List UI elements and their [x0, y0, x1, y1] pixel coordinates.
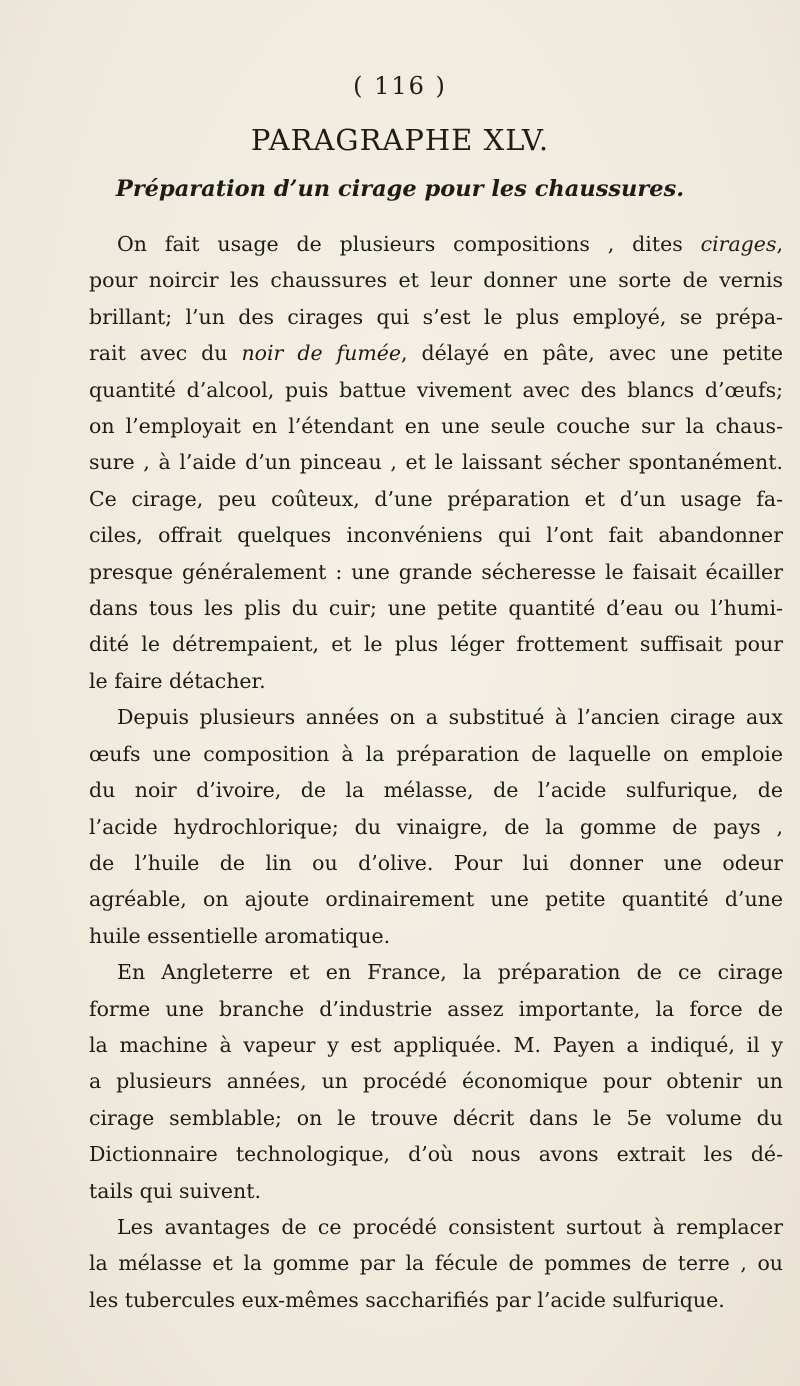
section-title: Préparation d’un cirage pour les chaussures. — [115, 176, 685, 202]
text-line: du noir d’ivoire, de la mélasse, de l’acide sulfurique, de — [89, 778, 783, 803]
text-line: dité le détrempaient, et le plus léger frottement suffisait pour — [89, 632, 783, 657]
text-line: En Angleterre et en France, la préparation de ce cirage — [117, 960, 783, 985]
text-line: œufs une composition à la préparation de laquelle on emploie — [89, 741, 783, 766]
text-line: rait avec du noir de fumée, délayé en pâte, avec une petite — [89, 341, 783, 366]
text-line: de l’huile de lin ou d’olive. Pour lui donner une odeur — [89, 850, 783, 875]
text-line: on l’employait en l’étendant en une seule couche sur la chaus- — [89, 414, 783, 439]
text-line: pour noircir les chaussures et leur donner une sorte de vernis — [89, 268, 783, 293]
text-line: quantité d’alcool, puis battue vivement avec des blancs d’œufs; — [89, 377, 783, 402]
text-line: agréable, on ajoute ordinairement une petite quantité d’une — [89, 887, 783, 912]
text-line: brillant; l’un des cirages qui s’est le plus employé, se prépa- — [89, 304, 783, 329]
text-line: dans tous les plis du cuir; une petite quantité d’eau ou l’humi- — [89, 596, 783, 621]
text-line: On fait usage de plusieurs compositions , dites cirages, — [117, 232, 783, 256]
text-line: Les avantages de ce procédé consistent surtout à remplacer — [117, 1214, 783, 1239]
text-line: Dictionnaire technologique, d’où nous avons extrait les dé- — [89, 1142, 783, 1167]
text-line: l’acide hydrochlorique; du vinaigre, de la gomme de pays , — [89, 814, 783, 839]
text-line: huile essentielle aromatique. — [89, 923, 391, 948]
chapter-heading: PARAGRAPHE XLV. — [250, 123, 550, 157]
body-text — [89, 226, 783, 1318]
text-line: Ce cirage, peu coûteux, d’une préparation et d’un usage fa- — [89, 486, 783, 511]
text-line: presque généralement : une grande sécheresse le faisait écailler — [89, 559, 783, 584]
text-line: la machine à vapeur y est appliquée. M. Payen a indiqué, il y — [89, 1032, 783, 1057]
text-line: les tubercules eux-mêmes saccharifiés par l’acide sulfurique. — [89, 1287, 725, 1312]
text-line: la mélasse et la gomme par la fécule de pommes de terre , ou — [89, 1251, 783, 1276]
text-line: cirage semblable; on le trouve décrit dans le 5e volume du — [89, 1105, 783, 1130]
text-line: a plusieurs années, un procédé économique pour obtenir un — [89, 1069, 783, 1094]
text-line: sure , à l’aide d’un pinceau , et le laissant sécher spontanément. — [89, 450, 783, 475]
page-number: ( 116 ) — [353, 72, 447, 100]
text-line: le faire détacher. — [89, 668, 266, 693]
text-line: Depuis plusieurs années on a substitué à l’ancien cirage aux — [117, 705, 783, 730]
text-line: forme une branche d’industrie assez importante, la force de — [89, 996, 783, 1021]
text-line: ciles, offrait quelques inconvéniens qui l’ont fait abandonner — [89, 523, 783, 548]
text-line: tails qui suivent. — [89, 1178, 261, 1203]
